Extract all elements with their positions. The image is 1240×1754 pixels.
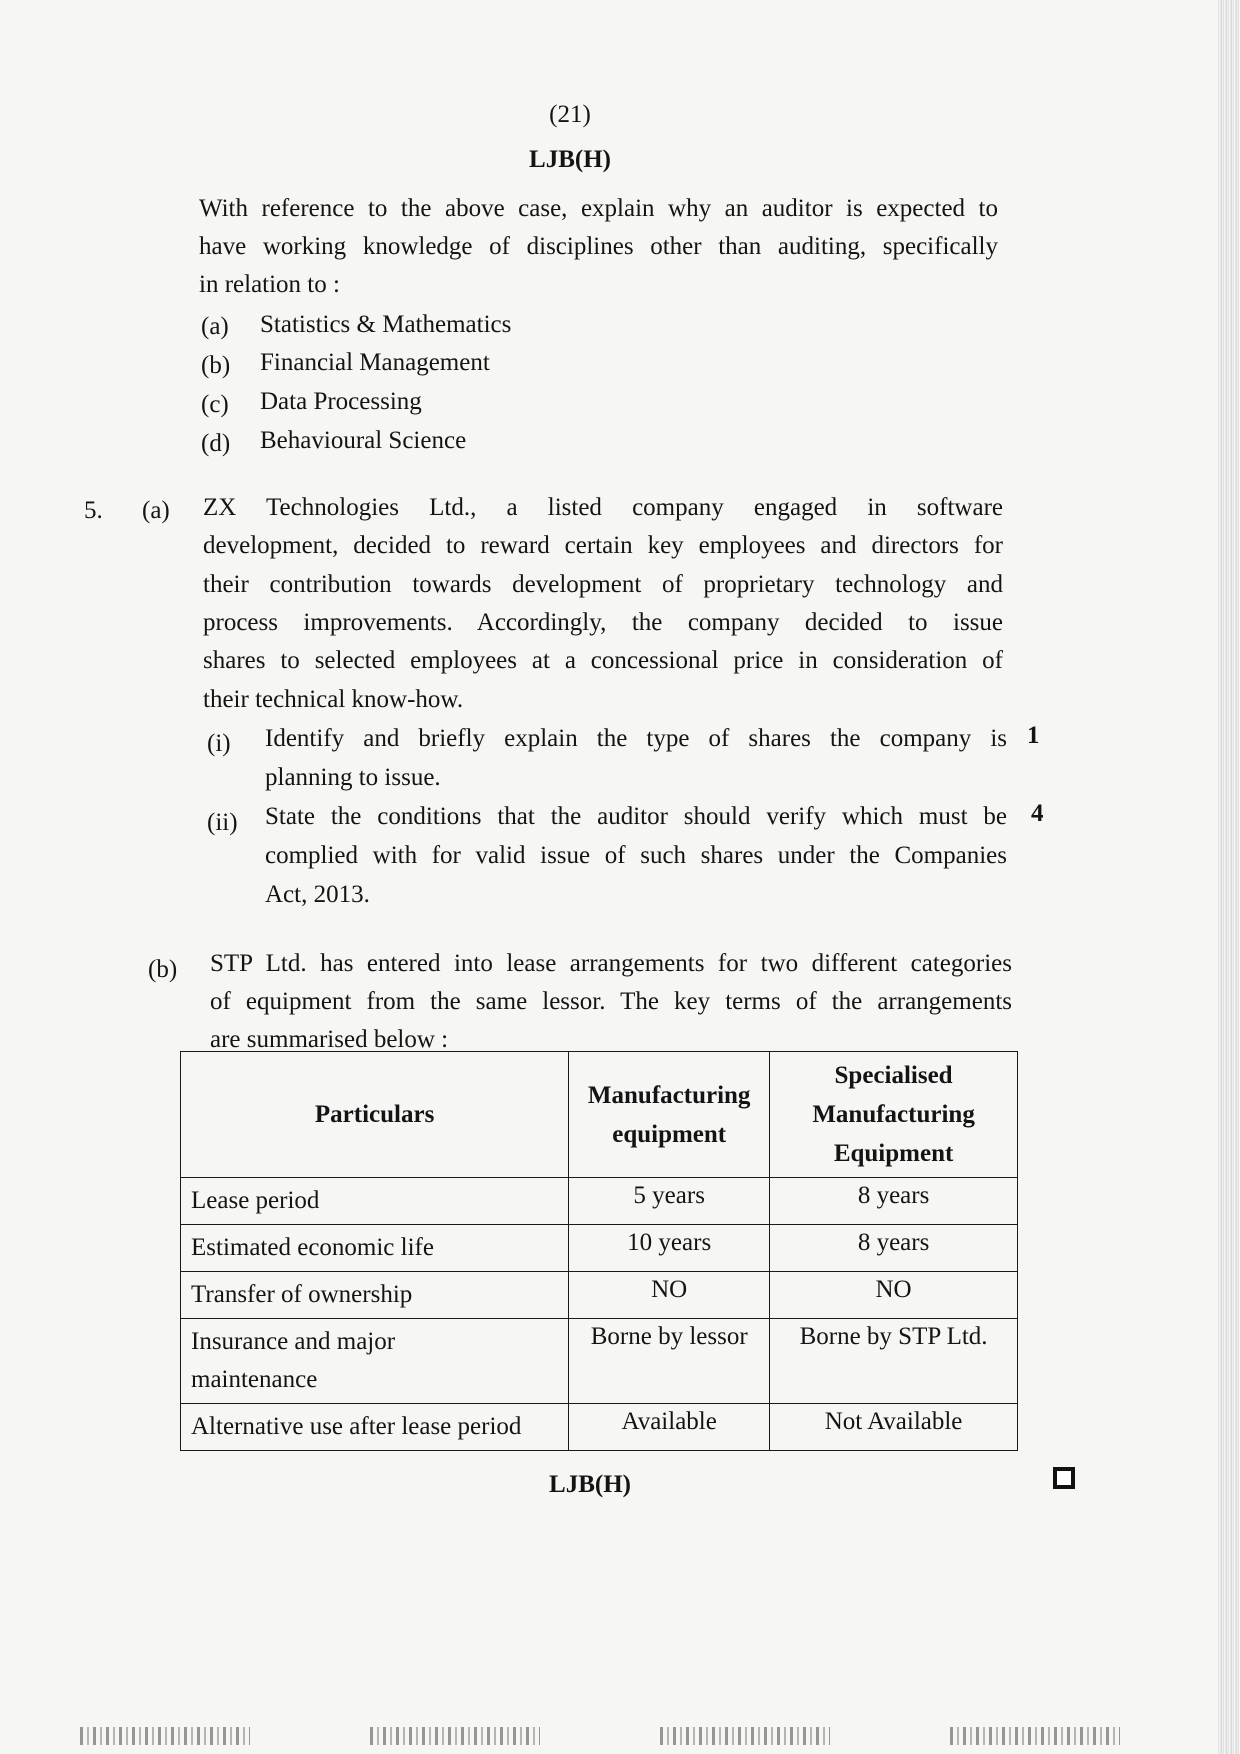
part-a-line-1: ZX Technologies Ltd., a listed company engaged in software <box>203 494 1003 521</box>
table-cell: Not Available <box>770 1404 1018 1451</box>
table-cell: Estimated economic life <box>181 1225 569 1272</box>
table-row <box>181 1272 1018 1319</box>
intro-item-text-b: Financial Management <box>260 349 490 376</box>
part-a-label: (a) <box>142 497 170 524</box>
table-cell: Lease period <box>181 1178 569 1225</box>
sub-i-marks: 1 <box>1027 722 1040 749</box>
intro-item-label-a: (a) <box>201 313 229 340</box>
table-cell: 10 years <box>569 1225 770 1272</box>
scan-smudge <box>80 1727 250 1745</box>
table-cell: Available <box>569 1404 770 1451</box>
part-b-label: (b) <box>148 956 178 983</box>
paper-code-footer: LJB(H) <box>549 1471 631 1498</box>
intro-line-3: in relation to : <box>199 271 340 298</box>
table-cell: 8 years <box>770 1178 1018 1225</box>
table-cell: 8 years <box>770 1225 1018 1272</box>
table-cell: NO <box>770 1272 1018 1319</box>
scan-edge-strip <box>1218 0 1240 1754</box>
scan-smudge <box>370 1727 540 1745</box>
part-a-line-5: shares to selected employees at a concessional price in consideration of <box>203 647 1003 674</box>
part-b-line-1: STP Ltd. has entered into lease arrangements for two different categories <box>210 950 1012 977</box>
table-cell: Alternative use after lease period <box>181 1404 569 1451</box>
table-row <box>181 1178 1018 1225</box>
part-a-line-2: development, decided to reward certain key employees and directors for <box>203 532 1003 559</box>
part-a-line-3: their contribution towards development of proprietary technology and <box>203 571 1003 598</box>
table-header-row <box>181 1052 1018 1178</box>
sub-ii-line-3: Act, 2013. <box>265 881 370 908</box>
lease-terms-table <box>180 1051 1018 1451</box>
table-cell: Borne by STP Ltd. <box>770 1319 1018 1404</box>
table-row <box>181 1404 1018 1451</box>
question-number: 5. <box>84 497 103 524</box>
intro-item-text-c: Data Processing <box>260 388 422 415</box>
table-cell: Borne by lessor <box>569 1319 770 1404</box>
intro-item-label-c: (c) <box>201 391 229 418</box>
sub-i-line-2: planning to issue. <box>265 764 441 791</box>
scan-smudge <box>950 1727 1120 1745</box>
sub-ii-label: (ii) <box>207 809 238 836</box>
part-b-line-3: are summarised below : <box>210 1026 449 1053</box>
table-header-specialised: Specialised Manufacturing Equipment <box>770 1052 1018 1178</box>
table-row <box>181 1319 1018 1404</box>
page-corner-mark-icon <box>1053 1467 1075 1489</box>
intro-item-text-a: Statistics & Mathematics <box>260 311 512 338</box>
table-cell: Insurance and major maintenance <box>181 1319 569 1404</box>
intro-item-label-d: (d) <box>201 430 231 457</box>
part-a-line-4: process improvements. Accordingly, the company decided to issue <box>203 609 1003 636</box>
scan-smudge <box>660 1727 830 1745</box>
table-row <box>181 1225 1018 1272</box>
part-b-line-2: of equipment from the same lessor. The key terms of the arrangements <box>210 988 1012 1015</box>
sub-ii-line-2: complied with for valid issue of such shares under the Companies <box>265 842 1007 869</box>
intro-line-1: With reference to the above case, explain why an auditor is expected to <box>199 195 998 222</box>
sub-i-line-1: Identify and briefly explain the type of shares the company is <box>265 725 1007 752</box>
sub-ii-line-1: State the conditions that the auditor should verify which must be <box>265 803 1007 830</box>
table-cell: NO <box>569 1272 770 1319</box>
table-cell: 5 years <box>569 1178 770 1225</box>
sub-ii-marks: 4 <box>1031 800 1044 827</box>
intro-item-label-b: (b) <box>201 352 231 379</box>
table-header-manufacturing: Manufacturing equipment <box>569 1052 770 1178</box>
paper-code-header: LJB(H) <box>529 146 611 173</box>
part-a-line-6: their technical know-how. <box>203 686 464 713</box>
table-header-particulars: Particulars <box>181 1052 569 1178</box>
intro-item-text-d: Behavioural Science <box>260 427 467 454</box>
table-cell: Transfer of ownership <box>181 1272 569 1319</box>
sub-i-label: (i) <box>207 730 231 757</box>
page-number: (21) <box>549 101 591 128</box>
intro-line-2: have working knowledge of disciplines other than auditing, specifically <box>199 233 998 260</box>
